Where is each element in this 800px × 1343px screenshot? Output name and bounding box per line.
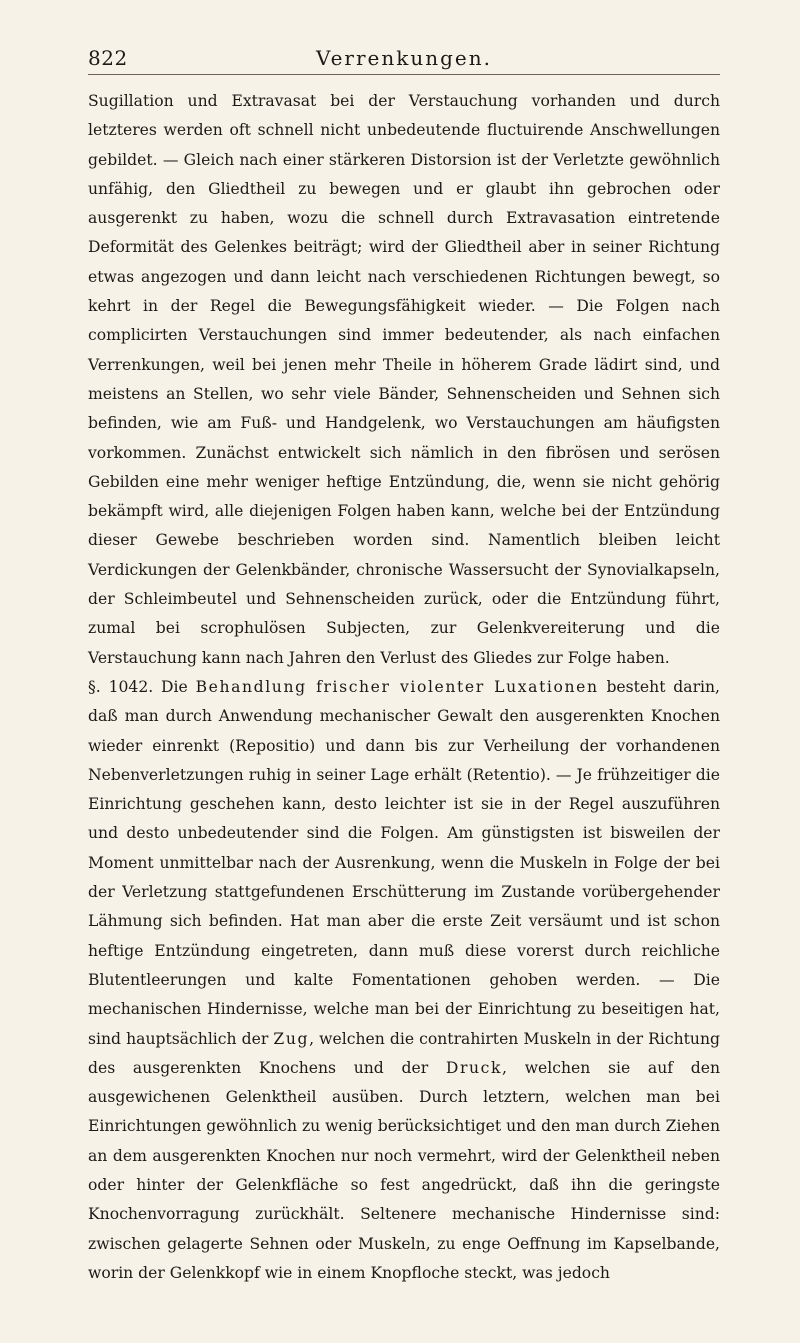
section-intro: §. 1042. Die xyxy=(88,677,196,696)
paragraph-2-text-a: besteht darin, daß man durch Anwendung mechanischer Gewalt den ausgerenkten Knochen wieder einrenkt (Repositio) und dann bis zur Verheilung der vorhandenen Nebenverletzungen ruhig in seiner Lage erhält (Retentio). — Je frühzeitiger die Einrichtung geschehen kann, desto leichter ist sie in der Regel auszuführen und desto unbedeutender sind die Folgen. Am günstigsten ist bisweilen der Moment unmittelbar nach der Ausrenkung, wenn die Muskeln in Folge der bei der Verletzung stattgefundenen Erschütterung im Zustande vorübergehender Lähmung sich befinden. Hat man aber die erste Zeit versäumt und ist schon heftige Entzündung eingetreten, dann muß diese vorerst durch reichliche Blutentleerungen und kalte Fomentationen gehoben werden. — Die mechanischen Hindernisse, welche man bei der Einrichtung zu beseitigen hat, sind hauptsächlich der xyxy=(88,677,721,1048)
term-druck: Druck xyxy=(445,1058,503,1077)
paragraph-1-text: Sugillation und Extravasat bei der Verstauchung vorhanden und durch letzteres werden oft schnell nicht unbedeutende fluctuirende Anschwellungen gebildet. — Gleich nach einer stärkeren Distorsion ist der Verletzte gewöhnlich unfähig, den Gliedtheil zu bewegen und er glaubt ihn gebrochen oder ausgerenkt zu haben, wozu die schnell durch Extravasation eintretende Deformität des Gelenkes beiträgt; wird der Gliedtheil aber in seiner Richtung etwas angezogen und dann leicht nach verschiedenen Richtungen bewegt, so kehrt in der Regel die Bewegungsfähigkeit wieder. — Die Folgen nach complicirten Verstauchungen sind immer bedeutender, als nach einfachen Verrenkungen, weil bei jenen mehr Theile in höherem Grade lädirt sind, und meistens an Stellen, wo sehr viele Bänder, Sehnenscheiden und Sehnen sich befinden, wie am Fuß- und Handgelenk, wo Verstauchungen am häufigsten vorkommen. Zunächst entwickelt sich nämlich in den fibrösen und serösen Gebilden eine mehr weniger heftige Entzündung, die, wenn sie nicht gehörig bekämpft wird, alle diejenigen Folgen haben kann, welche bei der Entzündung dieser Gewebe beschrieben worden sind. Namentlich bleiben leicht Verdickungen der Gelenkbänder, chronische Wassersucht der Synovialkapseln, der Schleimbeutel und Sehnenscheiden zurück, oder die Entzündung führt, zumal bei scrophulösen Subjecten, zur Gelenkvereiterung und die Verstauchung kann nach Jahren den Verlust des Gliedes zur Folge haben. xyxy=(88,92,720,667)
page-number: 822 xyxy=(88,46,128,70)
paragraph-1 xyxy=(88,87,720,673)
running-title: Verrenkungen. xyxy=(315,46,493,70)
page-header xyxy=(88,40,720,75)
paragraph-2-text-b: , welchen die contrahirten Muskeln in der Richtung des ausgerenkten Knochens und der xyxy=(88,1029,720,1077)
term-zug: Zug xyxy=(273,1029,310,1048)
paragraph-2-text-c: , welchen sie auf den ausgewichenen Gelenktheil ausüben. Durch letztern, welchen man bei Einrichtungen gewöhnlich zu wenig berücksichtiget und den man durch Ziehen an dem ausgerenkten Knochen nur noch vermehrt, wird der Gelenktheil neben oder hinter der Gelenkfläche so fest angedrückt, daß ihn die geringste Knochenvorragung zurückhält. Seltenere mechanische Hindernisse sind: zwischen gelagerte Sehnen oder Muskeln, zu enge Oeffnung im Kapselbande, worin der Gelenkkopf wie in einem Knopfloche steckt, was jedoch xyxy=(88,1058,720,1282)
section-heading-spaced: Behandlung frischer violenter Luxationen xyxy=(195,677,599,696)
paragraph-2 xyxy=(88,673,720,1288)
body-text xyxy=(88,87,720,1288)
